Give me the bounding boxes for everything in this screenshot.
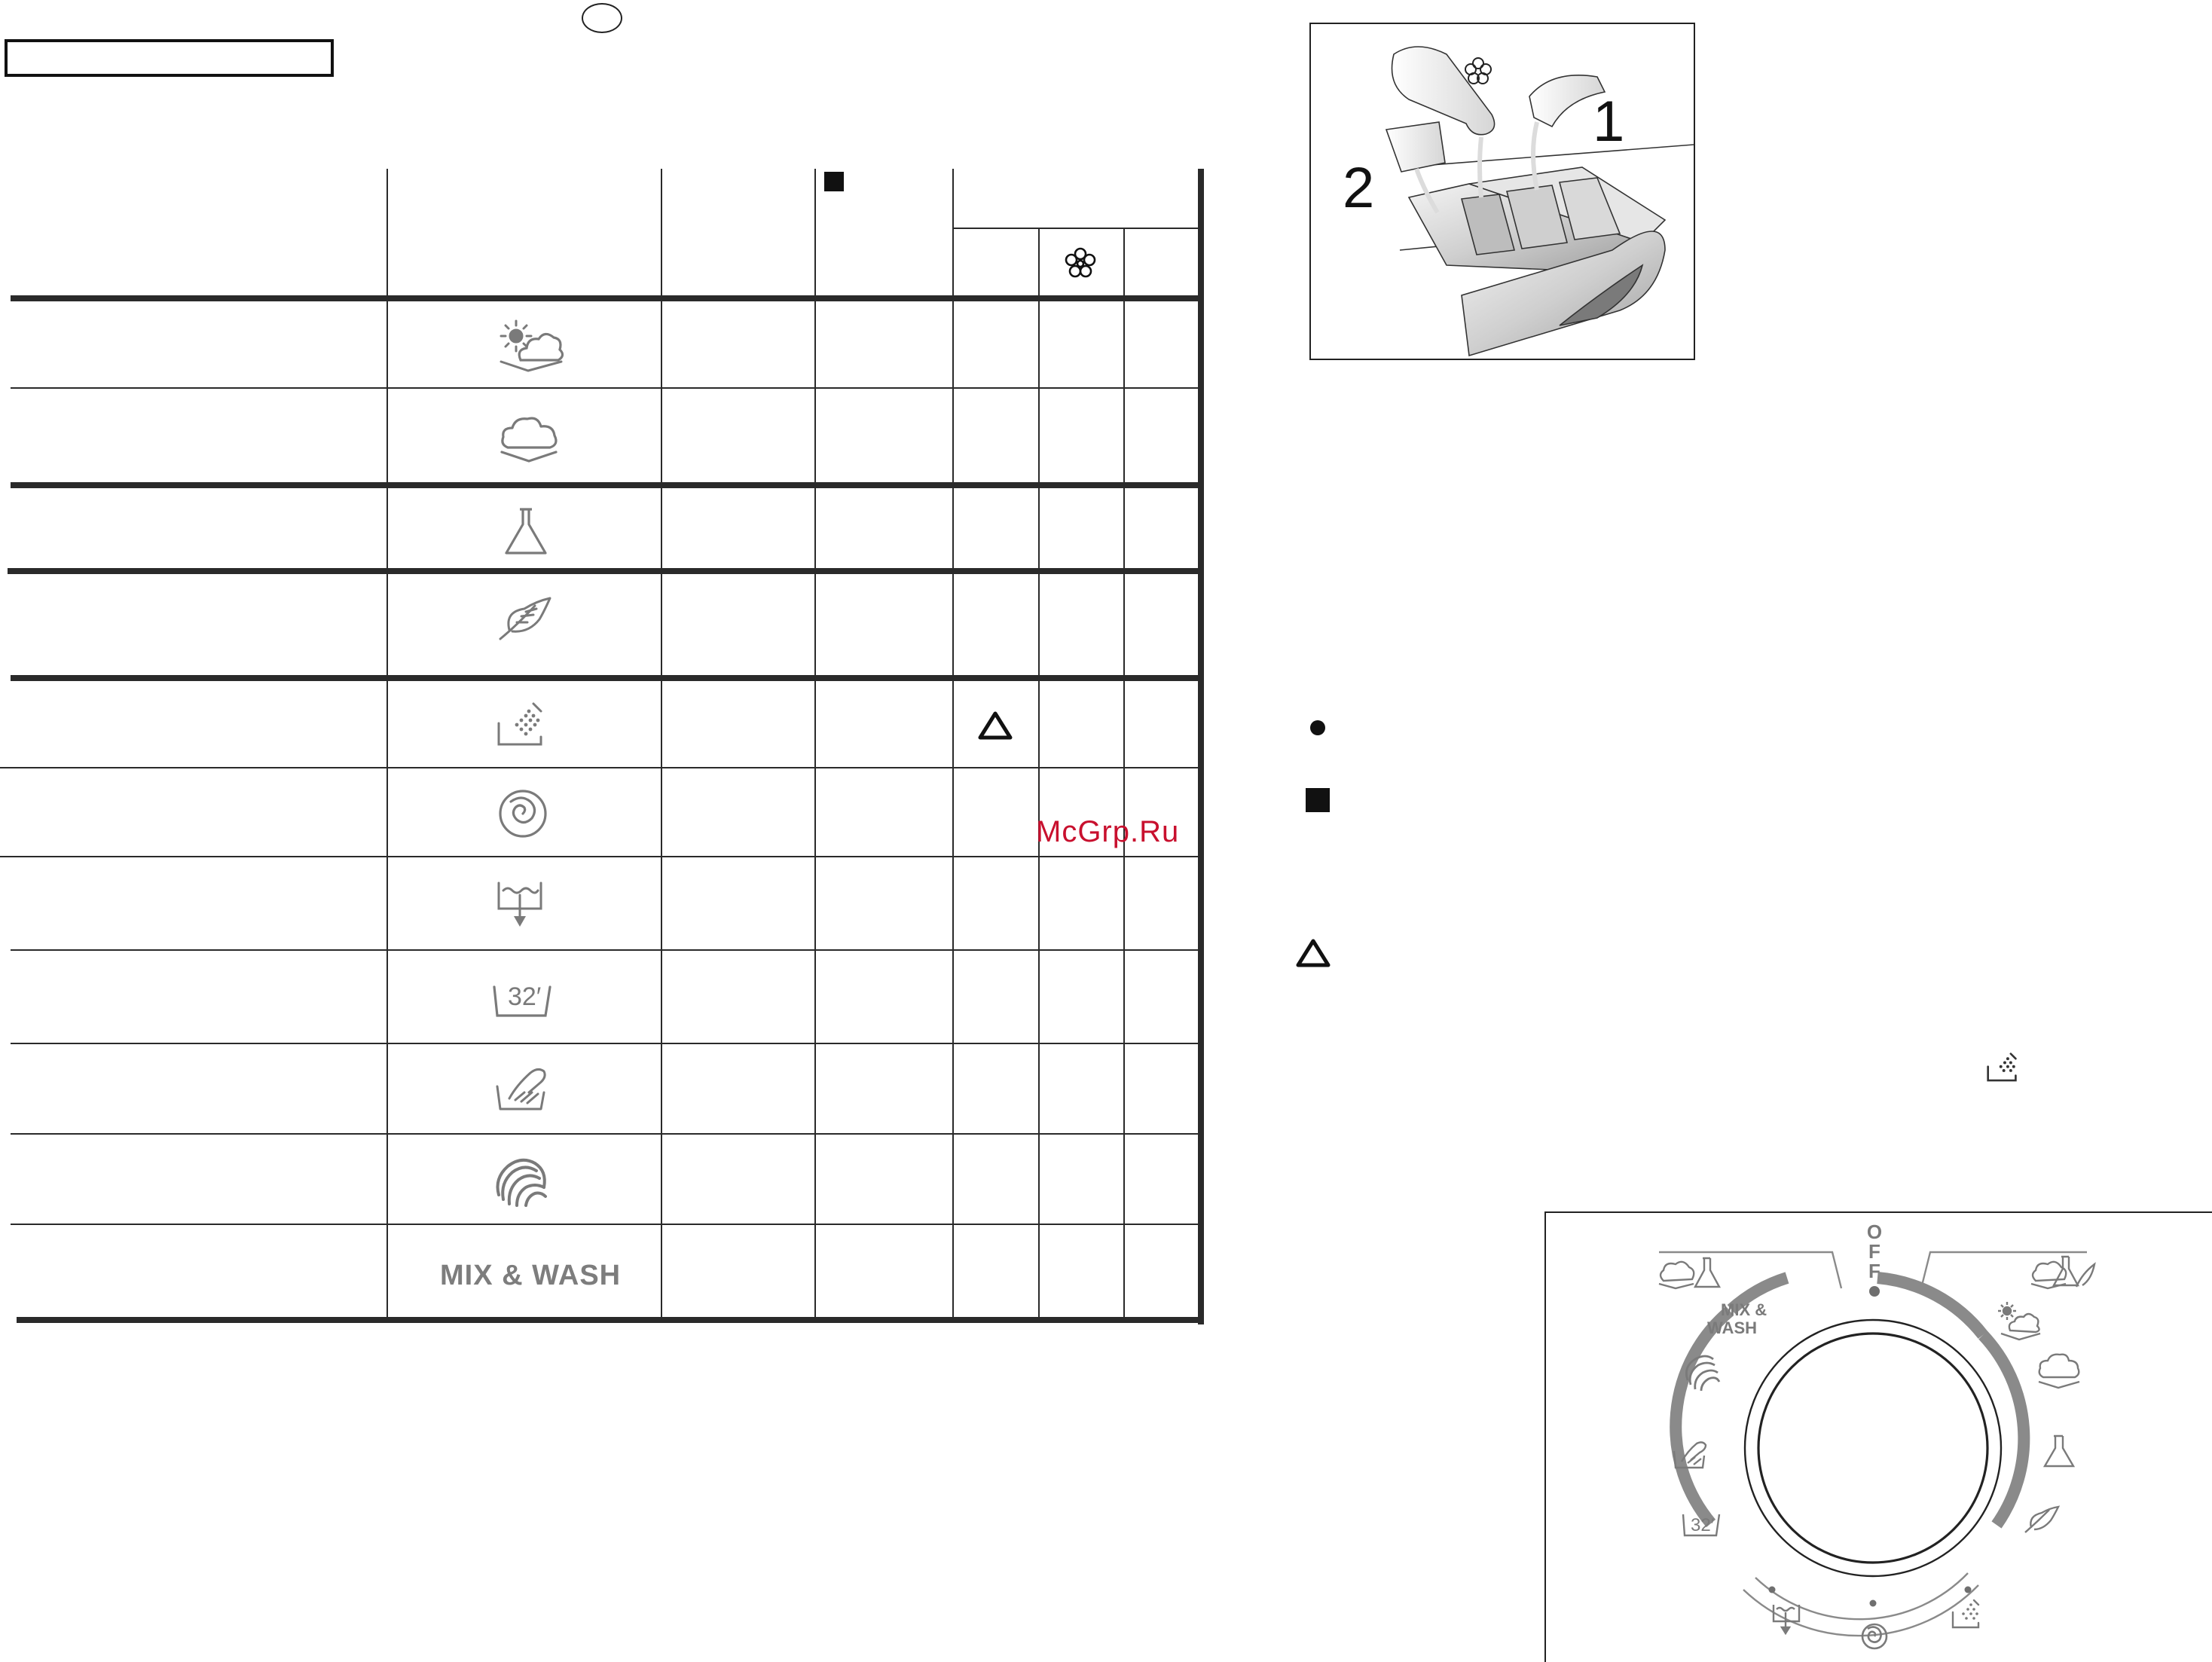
sun-cloud-icon [493, 316, 566, 374]
dispenser-illustration [1309, 23, 1695, 360]
triangle-icon [976, 710, 1014, 741]
program-dial[interactable] [1546, 1213, 2212, 1662]
shower-icon [496, 701, 548, 749]
dispenser-label-1: 1 [1593, 90, 1625, 154]
dial-mix-label-2: WASH [1707, 1318, 1757, 1337]
wool-icon[interactable] [1686, 1356, 1719, 1391]
feather-icon[interactable] [2025, 1507, 2058, 1532]
32-min-icon[interactable] [1683, 1514, 1719, 1535]
square-icon [824, 172, 844, 191]
program-dial-panel [1544, 1211, 2212, 1662]
dial-off-f1: F [1868, 1240, 1881, 1263]
watermark: McGrp.Ru [1036, 815, 1180, 848]
shower-icon [1986, 1052, 2021, 1083]
spiral-icon [497, 788, 548, 839]
cloud-flask-icon[interactable] [1659, 1258, 1719, 1288]
32-min-icon [491, 973, 553, 1020]
language-badge [582, 3, 622, 33]
dial-off-o: O [1866, 1221, 1883, 1243]
flask-icon [503, 506, 548, 556]
cloud-flask-feather-icon[interactable] [2031, 1257, 2094, 1288]
square-icon [1306, 788, 1330, 812]
flask-icon[interactable] [2045, 1436, 2073, 1466]
feather-icon [494, 595, 555, 643]
drain-icon[interactable] [1774, 1605, 1799, 1633]
sun-cloud-icon[interactable] [1998, 1302, 2040, 1340]
dot-icon [1310, 720, 1325, 735]
svg-text:32′: 32′ [508, 982, 542, 1011]
svg-text:32′: 32′ [1691, 1515, 1715, 1535]
title-box [5, 39, 334, 77]
flower-icon [1062, 246, 1098, 282]
cloud-icon[interactable] [2039, 1355, 2079, 1388]
hand-wash-icon [494, 1062, 550, 1114]
triangle-icon [1294, 937, 1332, 969]
wool-icon [491, 1153, 550, 1210]
dial-off-f2: F [1868, 1260, 1881, 1282]
dial-mix-label-1: MIX & [1721, 1300, 1767, 1319]
mix-wash-label: MIX & WASH [440, 1260, 622, 1291]
cloud-icon [497, 413, 561, 466]
drain-icon [496, 878, 544, 931]
dispenser-label-2: 2 [1343, 156, 1375, 220]
